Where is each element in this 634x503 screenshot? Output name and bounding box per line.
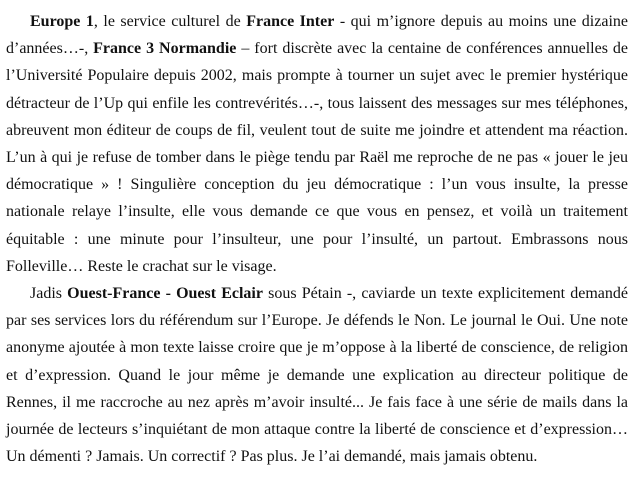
paragraph-2 — [6, 280, 628, 470]
paragraph-1-text-2: - qui m’ignore depuis au moins une dizaine d’années…-, — [6, 13, 628, 58]
media-name-france-inter: France Inter — [246, 13, 335, 30]
media-name-ouest-france: Ouest-France - Ouest Eclair — [67, 285, 263, 303]
paragraph-2-text-2: sous Pétain -, caviarde un texte explicitement demandé par ses services lors du référendum sur l’Europe. Je défends le Non. Le journal le Oui. Une note anonyme ajoutée à mon texte laisse croire que je m’oppose à la liberté de conscience, de religion et d’expression. Quand le jour même je demande une explication au directeur politique de Rennes, il me raccroche au nez après m’avoir insulté... Je fais face à une série de mails dans la journée de lecteurs s’inquiétant de mon attaque contre la liberté de conscience et d’expression… Un démenti ? Jamais. Un correctif ? Pas plus. Je l’ai demandé, mais jamais obtenu. — [6, 285, 629, 466]
paragraph-1 — [6, 8, 628, 280]
paragraph-2-text-1: Jadis — [30, 285, 68, 303]
paragraph-1-text-3: – fort discrète avec la centaine de conférences annuelles de l’Université Populaire depuis 2002, mais prompte à tourner un sujet avec le premier hystérique détracteur de l’Up qui enfile les contrevérités…-, tous laissent des messages sur mes téléphones, abreuvent mon éditeur de coups de fil, veulent tout de suite me joindre et attendent ma réaction. L’un à qui je refuse de tomber dans le piège tendu par Raël me reproche de ne pas « jouer le jeu démocratique » ! Singulière conception du jeu démocratique : l’un vous insulte, la presse nationale relaye l’insulte, elle vous demande ce que vous en pensez, et voilà un traitement équitable : une minute pour l’insulteur, une pour l’insulté, un partout. Embrassons nous Folleville… Reste le crachat sur le visage. — [6, 40, 629, 275]
media-name-europe-1: Europe 1 — [30, 13, 94, 30]
paragraph-1-text-1: , le service culturel de — [93, 13, 247, 30]
media-name-france-3-normandie: France 3 Normandie — [93, 40, 237, 58]
